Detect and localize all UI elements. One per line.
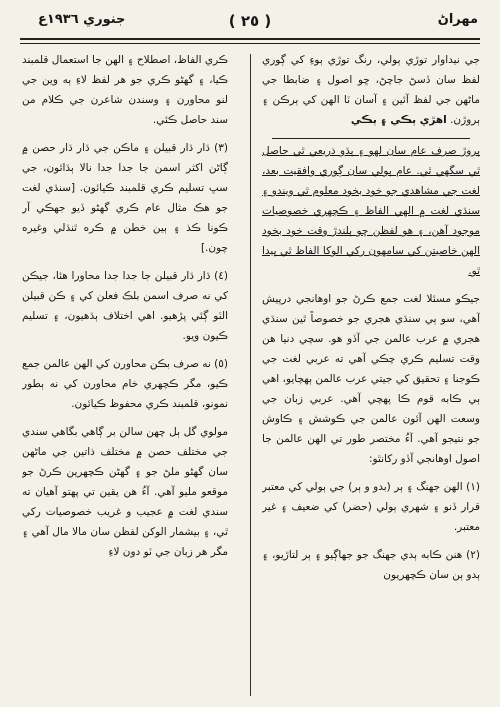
left-paragraph-1: ڪري الفاظ، اصطلاح ۽ الهن جا استعمال قلمبند ڪيا، ۽ گهڻو ڪري جو هر لفظ لاءِ ٻه وين جي لنو محاورن ۽ وسندن شاعرن جي ڪلام من سند حاصل ڪئي. (22, 54, 228, 126)
right-paragraph-1: جي نيداوار توڙي ٻولي، رنگ توڙي ٻوءِ کي ڳوري لفظ سان ڏسڻ جاچڻ، ڇو اصول ۽ ضابطا جي ماڻهن جي لفظ آئين ۽ آسان ٽا الهن کي ٻرڪن ۽ ٻروڙن. اهڙي ٻڪي ۽ ٻڪي (262, 54, 480, 126)
header-rule-thick (20, 38, 480, 40)
paragraph-divider (272, 138, 470, 139)
list-item-2: (٢) هنن ڪابه ٻدي جهنگ جو جهاڳيو ۽ ٻر لتاڙيو، ۽ ٻدو ٻن سان ڪچهريون (262, 549, 480, 581)
issue-date: جنوري ١٩٣٦ع (38, 12, 126, 27)
list-item-5: (٥) نه صرف بڪن محاورن کي الهن عالمن جمع ڪيو، مگر ڪچهري خام محاورن کي نه ٻطور نمونو، قلمبند ڪري محفوظ ڪيائون. (22, 358, 228, 410)
list-item-1: (١) الهن جهنگ ۽ ٻر (بدو و ٻر) جي ٻولي کي معتبر قرار ڏنو ۽ شهري ٻولي (حضر) کي ضعيف ۽ غير معتبر. (262, 481, 480, 533)
right-column (262, 50, 480, 700)
header-rule-thin (20, 43, 480, 44)
body-columns (16, 50, 484, 700)
journal-title: مهراڻ (437, 12, 478, 27)
emphasis-phrase: اهڙي ٻڪي ۽ ٻڪي (350, 114, 447, 126)
page-number: ( ٢٥ ) (228, 12, 272, 30)
right-paragraph-2: ٻروڙ صرف عام سان لهو ۽ ٻڌو ذريعي ٿي حاصل ٿي سگهي ٿي. عام ٻولي سان ڳوري وافقيت بعد، لغت جي مشاهدي جو خود بخود معلوم ٿي ويندو ۽ سنڌي لغت ۾ الهي الفاظ ۽ ڪچهري خصوصيات موجود آهن، ۽ هو لفظن ڇو ٻلندڙ وقت خود بخود الهن خاصيتن کي سامهون رکي الوکا الفاظ ٿي پيدا ٿو. (262, 145, 480, 277)
right-paragraph-3: جيڪو مسئلا لغت جمع ڪرڻ جو اوهانجي درپيش آهي، سو ٻي سنڌي هجري جو خصوصاً ٿين سنڌي هجري ۾ عرب عالمن جي آڏو هو. سچي دنيا هن وقت تسليم ڪري چڪي آهي ته عربي لغت جي ڪوجنا ۽ تحقيق کي جيتي عرب عالمن ٻهچايو، اهي ٻي ڪابه قوم ڪا پهچي آهي. عربي زبان جي وسعت الهن آئون عالمن جي ڪوشش ۽ ڪاوش جو نتيجو آهي. آءُ مختصر طور تي الهن عالمن جا اصول اوهانجي آڏو رکانٿو: (262, 293, 480, 465)
left-paragraph-2: مولوي گل ٻل چهن سالن بر ڳاهي بگاهي سندي جي مختلف حصن ۾ مختلف ذاتين جي ماڻهن سان گهڻو ملڻ جو ۽ گهڻن ڪچهرين ڪرڻ جو موقعو مليو آهي. آءُ هن يقين تي پهتو آهيان ته سندي لغت ۾ عجيب و غريب خصوصيات رکي ٿي، ۽ بيشمار الوکن لفظن سان مالا مال آهي ۽ مگر هر زبان جي ٽو دون لاءِ (22, 426, 228, 558)
page-header (16, 10, 484, 50)
column-divider (250, 54, 251, 696)
list-item-4: (٤) ڌار ڌار قبيلن جا جدا جدا محاورا هئا، جيڪن کي نه صرف اسمن بلڪ فعلن کي ۽ ڪن قبيلن الٽو ڳئي پڙهيو. اهي اختلاف ٻڌهيون، ۽ تسليم ڪيون ويو. (22, 270, 228, 342)
left-column (22, 50, 228, 700)
list-item-3: (٣) ڌار ڌار قبيلن ۽ ماڪن جي ڌار ڌار حصن ۾ ڳاڻن اکثر اسمن جا جدا جدا نالا ٻڌائون، جي سڀ تسليم ڪري قلمبند ڪيائون. [سنڌي لغت جو هڪ مثال عام ڪري گهڻو ڏيو جهڪي آر ڪونا ڪذ ۽ ٻين خطن ۾ ڪره ٿنڌلي وغيره چون.] (22, 142, 228, 254)
